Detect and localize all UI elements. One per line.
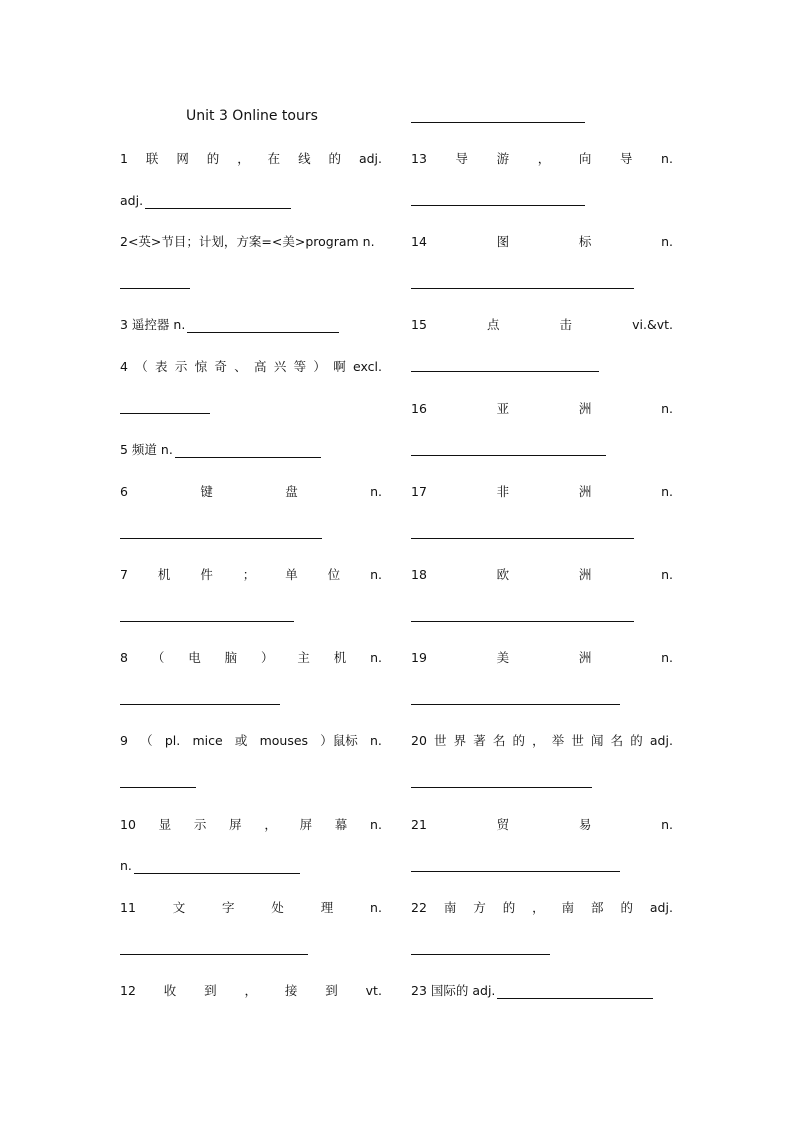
- item-9-number: 9: [120, 733, 128, 748]
- item-4-char: 、: [234, 359, 247, 374]
- item-7-char: 位: [327, 567, 341, 582]
- item-22-pos: adj.: [649, 900, 673, 915]
- item-3-label: 3 遥控器 n.: [120, 317, 186, 332]
- item-19: [411, 649, 673, 666]
- item-13-blank[interactable]: [411, 205, 585, 206]
- item-14-char: 标: [578, 234, 592, 249]
- item-9-char: 或: [234, 733, 248, 748]
- item-22-char: ，: [532, 900, 545, 915]
- item-17-blank[interactable]: [411, 538, 634, 539]
- item-1: [120, 150, 382, 167]
- item-11: [120, 899, 382, 916]
- item-8-char: 机: [333, 650, 347, 665]
- item-9-pos: n.: [370, 733, 382, 748]
- item-22: [411, 899, 673, 916]
- item-12-char: 到: [204, 983, 217, 998]
- item-4-number: 4: [120, 359, 128, 374]
- item-9-char: （: [140, 733, 153, 748]
- item-14: [411, 233, 673, 250]
- item-13: [411, 150, 673, 167]
- item-1-char: 的: [328, 151, 342, 166]
- item-6-char: 盘: [285, 484, 298, 499]
- item-7-pos: n.: [370, 567, 382, 582]
- item-20-char: 界: [453, 733, 467, 748]
- item-4-char: 示: [174, 359, 188, 374]
- item-1-blank[interactable]: [145, 196, 291, 209]
- item-20: [411, 732, 673, 749]
- item-1-char: 联: [145, 151, 159, 166]
- item-10-char: 屏: [299, 817, 313, 832]
- item-12-char: 到: [325, 983, 338, 998]
- item-9-char: mouses: [259, 733, 309, 748]
- item-7-char: ；: [242, 567, 256, 582]
- item-1-char: ，: [237, 151, 250, 166]
- item-13-char: 游: [496, 151, 510, 166]
- item-17-pos: n.: [661, 484, 673, 499]
- item-4-char: ）: [313, 359, 326, 374]
- item-14-char: 图: [496, 234, 510, 249]
- item-12-pos: vt.: [365, 983, 382, 998]
- item-21-number: 21: [411, 817, 427, 832]
- item-7-char: 件: [200, 567, 213, 582]
- item-20-char: 著: [473, 733, 486, 748]
- item-19-number: 19: [411, 650, 427, 665]
- item-10-pos-row: [120, 857, 300, 874]
- item-16-blank[interactable]: [411, 455, 606, 456]
- item-7-char: 单: [285, 567, 298, 582]
- item-13-char: ，: [537, 151, 551, 166]
- item-11-blank[interactable]: [120, 954, 308, 955]
- item-12-number: 12: [120, 983, 136, 998]
- item-11-char: 字: [222, 900, 235, 915]
- item-22-blank[interactable]: [411, 954, 550, 955]
- item-17-char: 洲: [578, 484, 592, 499]
- item-10-char: 幕: [334, 817, 348, 832]
- item-1-char: 网: [176, 151, 189, 166]
- item-8: [120, 649, 382, 666]
- item-11-char: 文: [172, 900, 186, 915]
- item-22-char: 方: [473, 900, 486, 915]
- item-13-pos: n.: [661, 151, 673, 166]
- item-17-char: 非: [496, 484, 510, 499]
- item-21-char: 易: [578, 817, 592, 832]
- item-15-number: 15: [411, 317, 427, 332]
- item-9-char: ）鼠标: [320, 733, 358, 748]
- item-16-char: 亚: [496, 401, 510, 416]
- item-8-pos: n.: [370, 650, 382, 665]
- item-8-char: （: [151, 650, 165, 665]
- item-23-label: 23 国际的 adj.: [411, 983, 496, 998]
- item-13-char: 导: [455, 151, 469, 166]
- item-10-pos: n.: [120, 858, 132, 873]
- item-6-pos: n.: [370, 484, 382, 499]
- item-10-char: 显: [158, 817, 172, 832]
- item-19-char: 美: [496, 650, 510, 665]
- item-7-number: 7: [120, 567, 128, 582]
- item-4-char: 奇: [214, 359, 227, 374]
- item-8-number: 8: [120, 650, 128, 665]
- item-1-char: 在: [267, 151, 281, 166]
- item-7-char: 机: [157, 567, 171, 582]
- item-4-char: 表: [155, 359, 168, 374]
- item-10-char: ，: [264, 817, 277, 832]
- item-10-number: 10: [120, 817, 136, 832]
- item-3: [120, 316, 339, 333]
- item-10-char: 示: [193, 817, 207, 832]
- item-1-number: 1: [120, 151, 128, 166]
- item-10-pos: n.: [370, 817, 382, 832]
- item-13-char: 导: [619, 151, 633, 166]
- item-23: [411, 982, 653, 999]
- item-11-char: 处: [271, 900, 284, 915]
- item-4: [120, 358, 382, 375]
- item-2: 2<英>节目；计划，方案=<美>program n.: [120, 234, 375, 249]
- item-7-blank[interactable]: [120, 621, 294, 622]
- item-4-char: 高: [254, 359, 267, 374]
- item-5-label: 5 频道 n.: [120, 442, 173, 457]
- item-4-blank[interactable]: [120, 413, 210, 414]
- item-21-blank[interactable]: [411, 871, 620, 872]
- item-18-number: 18: [411, 567, 427, 582]
- item-18-char: 欧: [496, 567, 510, 582]
- item-13-number: 13: [411, 151, 427, 166]
- item-1-char: 线: [298, 151, 311, 166]
- item-20-char: 举: [551, 733, 565, 748]
- item-4-char: 兴: [273, 359, 287, 374]
- item-20-char: 的: [512, 733, 526, 748]
- item-6-number: 6: [120, 484, 128, 499]
- item-11-pos: n.: [370, 900, 382, 915]
- item-22-number: 22: [411, 900, 427, 915]
- item-8-char: ）: [260, 650, 274, 665]
- item-9-char: mice: [192, 733, 223, 748]
- item-20-char: 名: [610, 733, 624, 748]
- item-18: [411, 566, 673, 583]
- item-4-char: 啊: [333, 359, 346, 374]
- item-12: [120, 982, 382, 999]
- item-22-char: 南: [561, 900, 575, 915]
- item-12-char: 接: [284, 983, 298, 998]
- item-12-char: 收: [163, 983, 177, 998]
- item-9-blank[interactable]: [120, 787, 196, 788]
- item-19-char: 洲: [578, 650, 592, 665]
- item-23-blank[interactable]: [497, 986, 653, 999]
- item-20-char: 的: [630, 733, 643, 748]
- item-4-char: 等: [293, 359, 307, 374]
- item-19-blank[interactable]: [411, 704, 620, 705]
- item-12-char: ，: [244, 983, 258, 998]
- item-20-number: 20: [411, 733, 427, 748]
- item-4-char: （: [135, 359, 148, 374]
- item-16: [411, 400, 673, 417]
- item-16-number: 16: [411, 401, 427, 416]
- item-8-char: 主: [297, 650, 310, 665]
- item-13-char: 向: [578, 151, 592, 166]
- item-20-pos: adj.: [649, 733, 673, 748]
- item-3-blank[interactable]: [187, 320, 339, 333]
- item-14-blank[interactable]: [411, 288, 634, 289]
- item-7: [120, 566, 382, 583]
- item-4-pos: excl.: [353, 359, 382, 374]
- item-22-char: 部: [591, 900, 604, 915]
- item-16-char: 洲: [578, 401, 592, 416]
- item-8-char: 脑: [224, 650, 238, 665]
- item-20-char: 世: [571, 733, 584, 748]
- item-6-blank[interactable]: [120, 538, 322, 539]
- item-11-number: 11: [120, 900, 136, 915]
- item-20-char: ，: [532, 733, 545, 748]
- item-10: [120, 816, 382, 833]
- item-1-pos: adj.: [358, 151, 382, 166]
- item-22-char: 南: [443, 900, 457, 915]
- item-1-char: 的: [206, 151, 220, 166]
- item-2-blank[interactable]: [120, 288, 190, 289]
- item-9: [120, 732, 382, 749]
- item-22-char: 的: [502, 900, 516, 915]
- item-21: [411, 816, 673, 833]
- item-10-char: 屏: [229, 817, 242, 832]
- item-16-pos: n.: [661, 401, 673, 416]
- item-1-pos: adj.: [120, 193, 144, 208]
- item-17-number: 17: [411, 484, 427, 499]
- item-20-char: 闻: [591, 733, 604, 748]
- item-18-char: 洲: [578, 567, 592, 582]
- item-14-number: 14: [411, 234, 427, 249]
- item-21-pos: n.: [661, 817, 673, 832]
- item-5-blank[interactable]: [175, 445, 321, 458]
- item-15-char: 击: [559, 317, 573, 332]
- item-22-char: 的: [620, 900, 633, 915]
- item-14-pos: n.: [661, 234, 673, 249]
- item-20-char: 名: [492, 733, 506, 748]
- item-20-char: 世: [434, 733, 447, 748]
- item-1-pos-row: [120, 192, 291, 209]
- item-20-blank[interactable]: [411, 787, 592, 788]
- page-title: Unit 3 Online tours: [186, 108, 318, 124]
- item-15-pos: vi.&vt.: [632, 317, 673, 332]
- item-15: [411, 316, 673, 333]
- item-6: [120, 483, 382, 500]
- item-9-char: pl.: [164, 733, 181, 748]
- item-5: [120, 441, 321, 458]
- item-17: [411, 483, 673, 500]
- item-18-pos: n.: [661, 567, 673, 582]
- item-8-blank[interactable]: [120, 704, 280, 705]
- item-19-pos: n.: [661, 650, 673, 665]
- item-10-blank[interactable]: [134, 861, 300, 874]
- item-8-char: 电: [188, 650, 201, 665]
- item-6-char: 键: [200, 484, 213, 499]
- item-12-blank[interactable]: [411, 122, 585, 123]
- item-18-blank[interactable]: [411, 621, 634, 622]
- item-15-blank[interactable]: [411, 371, 599, 372]
- item-4-char: 惊: [194, 359, 208, 374]
- item-21-char: 贸: [496, 817, 510, 832]
- item-11-char: 理: [320, 900, 334, 915]
- item-15-char: 点: [486, 317, 500, 332]
